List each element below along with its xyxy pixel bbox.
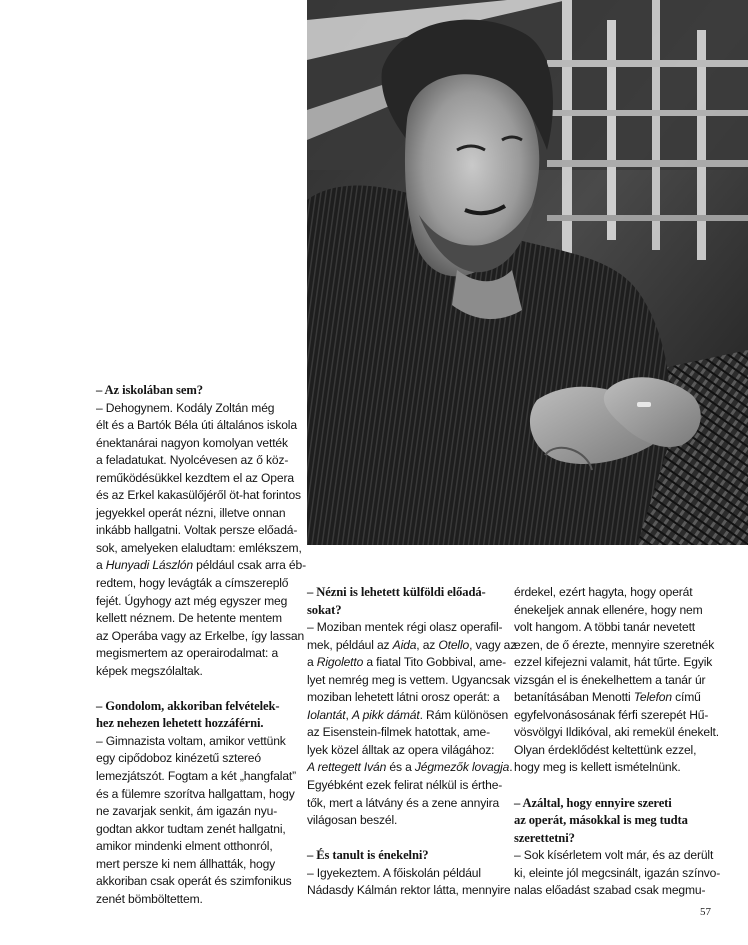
answer-line <box>514 882 714 900</box>
text-run: megismertem az operairodalmat: a <box>96 646 279 661</box>
answer-line <box>307 795 502 813</box>
text-run: énekeljek annak ellenére, hogy nem <box>514 602 703 617</box>
answer-line <box>307 637 517 655</box>
answer-line <box>514 637 714 655</box>
text-run: . <box>509 760 513 775</box>
text-run: és az Erkel kakasülőjéről öt-hat forintos <box>96 488 301 503</box>
text-run: betanításában Menotti <box>514 690 634 705</box>
text-run: lyet nemrég meg is vettem. Ugyancsak <box>307 672 510 687</box>
question-line <box>514 795 714 813</box>
text-run: , vagy az <box>469 637 517 652</box>
text-column-1 <box>96 382 306 908</box>
answer-line <box>514 689 714 707</box>
answer-line <box>514 865 721 883</box>
italic-title: A pikk dámát <box>351 707 420 722</box>
text-run: fejét. Úgyhogy azt még egyszer meg <box>96 593 288 608</box>
text-run: inkább hallgatni. Voltak persze előadá- <box>96 523 298 538</box>
text-run: – Az iskolában sem? <box>96 383 203 397</box>
answer-line <box>96 435 296 453</box>
answer-line <box>96 487 301 505</box>
text-run: Nádasdy Kálmán rektor látta, mennyire <box>307 883 511 898</box>
text-run: Egyébként ezek felirat nélkül is érthe- <box>307 778 503 793</box>
text-run: mek, például az <box>307 637 393 652</box>
text-run: énektanárai nagyon komolyan vették <box>96 435 288 450</box>
answer-line <box>514 654 714 672</box>
italic-title: Telefon <box>633 690 672 705</box>
answer-line <box>96 417 296 435</box>
text-run: hez nehezen lehetett hozzáférni. <box>96 716 264 731</box>
question-line <box>307 584 502 602</box>
text-run: nalas előadást szabad csak megmu- <box>514 883 706 898</box>
text-run: Olyan érdeklődést keltettünk ezzel, <box>514 742 697 757</box>
text-run: ki, eleinte jól megcsinált, igazán színvo- <box>514 865 721 880</box>
text-run: világosan beszél. <box>307 813 398 828</box>
text-run: – Azáltal, hogy ennyire szereti <box>514 795 672 810</box>
italic-title: Hunyadi Lászlón <box>105 558 193 573</box>
answer-line <box>96 768 296 786</box>
portrait-photo <box>307 0 748 545</box>
answer-line <box>307 812 502 830</box>
text-run: vizsgán el is énekelhettem a tanár úr <box>514 672 706 687</box>
answer-line <box>307 724 502 742</box>
text-run: – Nézni is lehetett külföldi előadá- <box>307 585 486 599</box>
answer-line <box>307 865 502 883</box>
answer-line <box>96 540 302 558</box>
answer-line <box>96 821 296 839</box>
answer-line <box>96 522 296 540</box>
text-run: érdekel, ezért hagyta, hogy operát <box>514 585 693 599</box>
text-run: . Rám különösen <box>419 707 509 722</box>
answer-line <box>307 742 502 760</box>
italic-title: Iolantát <box>307 707 346 722</box>
text-run: sok, amelyeken elaludtam: emlékszem, <box>96 540 302 555</box>
text-run: lemezjátszót. Fogtam a két „hangfalat” <box>96 769 296 784</box>
answer-line <box>96 470 296 488</box>
text-run: ne zavarjak senkit, ám igazán nyu- <box>96 804 278 819</box>
text-run: és a fülemre szorítva hallgattam, hogy <box>96 786 295 801</box>
question-line <box>514 812 714 830</box>
text-run: ezzel kifejezni valamit, hát tűrte. Egyik <box>514 655 713 670</box>
answer-line <box>307 777 502 795</box>
text-run: című <box>671 690 701 705</box>
answer-line <box>96 873 296 891</box>
text-run: a <box>307 655 317 670</box>
answer-line <box>96 891 296 909</box>
text-run: reműködésükkel kezdtem el az Opera <box>96 470 294 485</box>
answer-line <box>96 610 296 628</box>
text-run: moziban lehetett látni orosz operát: a <box>307 690 500 705</box>
answer-line <box>514 724 719 742</box>
text-run: – Moziban mentek régi olasz operafil- <box>307 620 503 635</box>
answer-line <box>514 847 714 865</box>
answer-line <box>514 672 714 690</box>
answer-line <box>96 557 306 575</box>
question-line <box>307 847 502 865</box>
text-run: , <box>345 707 352 722</box>
text-run: egy cipődoboz kinézetű sztereó <box>96 751 261 766</box>
text-run: akkoriban csak operát és szimfonikus <box>96 874 292 889</box>
text-run: képek megszólaltak. <box>96 663 203 678</box>
answer-line <box>514 707 714 725</box>
answer-line <box>514 759 714 777</box>
question-line <box>96 382 296 400</box>
answer-line <box>96 505 296 523</box>
answer-line <box>96 628 305 646</box>
answer-line <box>96 400 296 418</box>
text-run: – Gimnazista voltam, amikor vettünk <box>96 733 286 748</box>
text-run: az Operába vagy az Erkelbe, így lassan <box>96 628 305 643</box>
answer-line <box>96 663 296 681</box>
answer-line <box>307 689 502 707</box>
text-run: a <box>96 558 106 573</box>
text-run: – Sok kísérletem volt már, és az derült <box>514 848 714 863</box>
text-run: az operát, másokkal is meg tudta <box>514 813 688 828</box>
answer-line <box>307 654 507 672</box>
text-run: – És tanult is énekelni? <box>307 848 429 863</box>
text-column-2 <box>307 584 517 900</box>
italic-title: Aida <box>392 637 417 652</box>
text-run: lyek közel álltak az opera világához: <box>307 742 495 757</box>
answer-line <box>96 575 296 593</box>
answer-line <box>514 742 714 760</box>
answer-line <box>514 584 714 602</box>
text-run: – Gondolom, akkoriban felvételek- <box>96 698 280 713</box>
text-run: sokat? <box>307 602 342 617</box>
answer-line <box>514 619 714 637</box>
answer-line <box>96 803 296 821</box>
question-line <box>96 715 296 733</box>
italic-title: Rigoletto <box>316 655 364 670</box>
text-run: redtem, hogy levágták a címszereplő <box>96 576 289 591</box>
answer-line <box>307 672 510 690</box>
text-run: mert persze ki nem állhatták, hogy <box>96 856 276 871</box>
text-run: tők, mert a látvány és a zene annyira <box>307 795 500 810</box>
text-run: egyfelvonásosának férfi szerepét Hű- <box>514 707 709 722</box>
text-run: hogy meg is kellett ismételnünk. <box>514 760 681 775</box>
answer-line <box>307 619 502 637</box>
answer-line <box>307 882 511 900</box>
answer-line <box>514 602 714 620</box>
answer-line <box>96 593 296 611</box>
text-run: , az <box>416 637 439 652</box>
answer-line <box>96 645 296 663</box>
answer-line <box>307 707 509 725</box>
text-run: szerettetni? <box>514 830 575 845</box>
question-line <box>307 602 502 620</box>
text-run: jegyekkel operát nézni, illetve onnan <box>96 505 286 520</box>
question-line <box>514 830 714 848</box>
answer-line <box>96 452 296 470</box>
paragraph-gap <box>307 830 502 848</box>
text-run: vösvölgyi Ildikóval, aki remekül énekelt. <box>514 725 719 740</box>
question-line <box>96 698 296 716</box>
italic-title: A rettegett Iván <box>307 760 387 775</box>
text-run: volt hangom. A többi tanár nevetett <box>514 620 695 635</box>
text-run: zenét bömböltettem. <box>96 891 203 906</box>
text-run: – Igyekeztem. A főiskolán például <box>307 865 481 880</box>
text-column-3 <box>514 584 721 900</box>
text-run: amikor mindenki elment otthonról, <box>96 839 273 854</box>
text-run: az Eisenstein-filmek hatottak, ame- <box>307 725 490 740</box>
paragraph-gap <box>514 777 714 795</box>
photo-portrait-icon <box>307 0 748 545</box>
answer-line <box>96 786 296 804</box>
text-run: és a <box>386 760 415 775</box>
text-run: a fiatal Tito Gobbival, ame- <box>363 655 507 670</box>
page-number: 57 <box>700 906 711 918</box>
text-run: a feladatukat. Nyolcévesen az ő köz- <box>96 453 289 468</box>
italic-title: Jégmezők lovagja <box>414 760 510 775</box>
text-run: például csak arra éb- <box>192 558 306 573</box>
text-run: kellett néznem. De hetente mentem <box>96 611 282 626</box>
answer-line <box>96 733 296 751</box>
text-run: godtan akkor tudtam zenét hallgatni, <box>96 821 286 836</box>
text-run: élt és a Bartók Béla úti általános iskola <box>96 418 297 433</box>
italic-title: Otello <box>438 637 470 652</box>
text-run: ezen, de ő érezte, mennyire szeretnék <box>514 637 715 652</box>
text-run: – Dehogynem. Kodály Zoltán még <box>96 400 275 415</box>
answer-line <box>96 838 296 856</box>
paragraph-gap <box>96 680 296 698</box>
answer-line <box>307 759 513 777</box>
answer-line <box>96 856 296 874</box>
answer-line <box>96 750 296 768</box>
